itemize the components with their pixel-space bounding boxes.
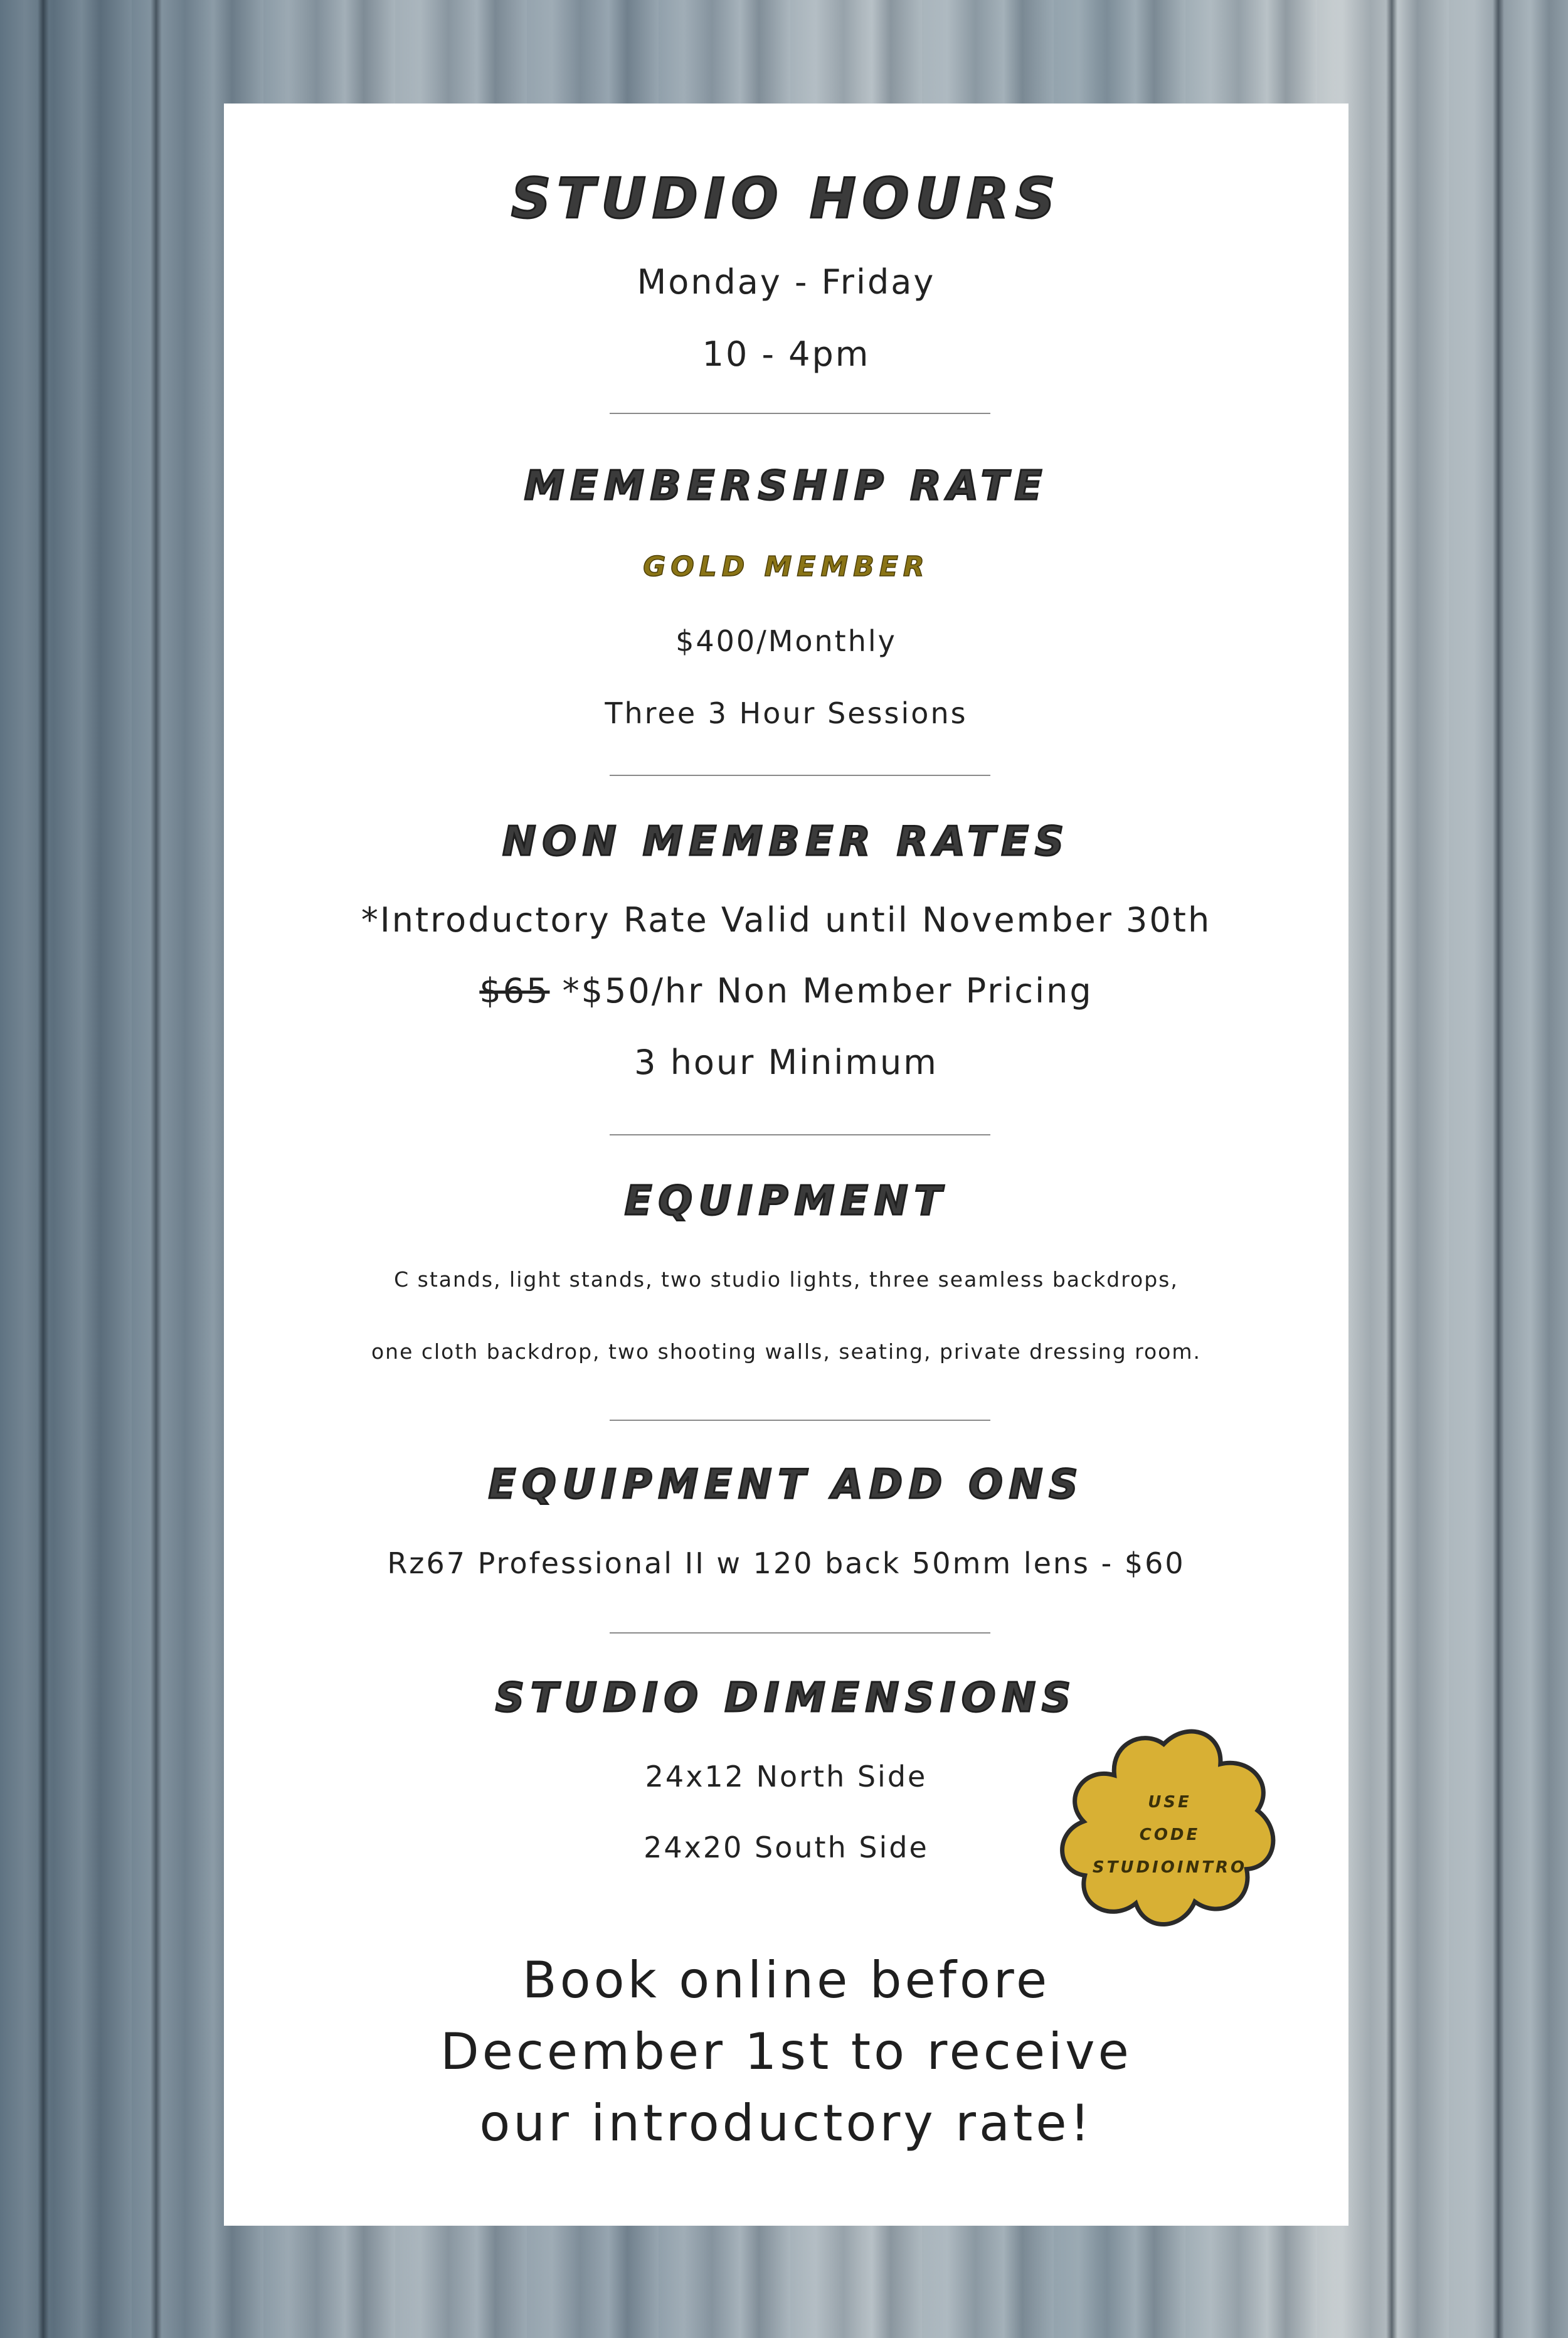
new-price: *$50/hr Non Member Pricing: [562, 971, 1093, 1011]
divider: [610, 1632, 990, 1634]
dimension-north: 24x12 North Side: [645, 1760, 928, 1793]
add-ons-section: [224, 1462, 1348, 1508]
divider: [610, 1420, 990, 1421]
equipment-list-line2: one cloth backdrop, two shooting walls, seating, private dressing room.: [371, 1339, 1202, 1364]
studio-hours-days: Monday - Friday: [637, 262, 936, 302]
closing-line1: Book online before: [522, 1951, 1051, 2009]
dimension-south: 24x20 South Side: [644, 1831, 929, 1864]
curtain-fold: [38, 0, 49, 2338]
studio-hours-time: 10 - 4pm: [702, 334, 871, 374]
curtain-fold: [1386, 0, 1397, 2338]
badge-line-promo-code: STUDIOINTRO: [1092, 1858, 1248, 1877]
badge-line-code: CODE: [1139, 1825, 1200, 1844]
hour-minimum: 3 hour Minimum: [634, 1043, 938, 1082]
promo-code-badge: [1057, 1724, 1283, 1937]
intro-rate-note: *Introductory Rate Valid until November 30th: [361, 900, 1212, 940]
closing-line3: our introductory rate!: [479, 2094, 1093, 2152]
divider: [610, 775, 990, 776]
badge-line-use: USE: [1148, 1793, 1192, 1812]
closing-message: [224, 1945, 1348, 2159]
non-member-title: NON MEMBER RATES: [502, 819, 1071, 865]
gold-member-label: GOLD MEMBER: [643, 551, 930, 583]
curtain-fold: [1493, 0, 1504, 2338]
membership-section: [224, 463, 1348, 509]
old-price: $65: [479, 971, 550, 1011]
dimensions-title: STUDIO DIMENSIONS: [495, 1675, 1078, 1721]
closing-line2: December 1st to receive: [440, 2022, 1132, 2081]
dimensions-section: [224, 1675, 1348, 1721]
divider: [610, 1134, 990, 1135]
equipment-section: [224, 1178, 1348, 1225]
studio-hours-section: [224, 166, 1348, 231]
equipment-title: EQUIPMENT: [624, 1178, 948, 1225]
divider: [610, 413, 990, 414]
membership-sessions: Three 3 Hour Sessions: [605, 696, 968, 730]
curtain-fold: [151, 0, 162, 2338]
non-member-pricing: [224, 971, 1348, 1011]
studio-hours-title: STUDIO HOURS: [511, 166, 1062, 231]
non-member-section: [224, 819, 1348, 865]
add-on-item: Rz67 Professional II w 120 back 50mm lens - $60: [387, 1546, 1185, 1580]
equipment-list-line1: C stands, light stands, two studio lights, three seamless backdrops,: [394, 1267, 1179, 1292]
add-ons-title: EQUIPMENT ADD ONS: [488, 1462, 1084, 1508]
membership-title: MEMBERSHIP RATE: [524, 463, 1049, 509]
membership-price: $400/Monthly: [675, 624, 897, 658]
